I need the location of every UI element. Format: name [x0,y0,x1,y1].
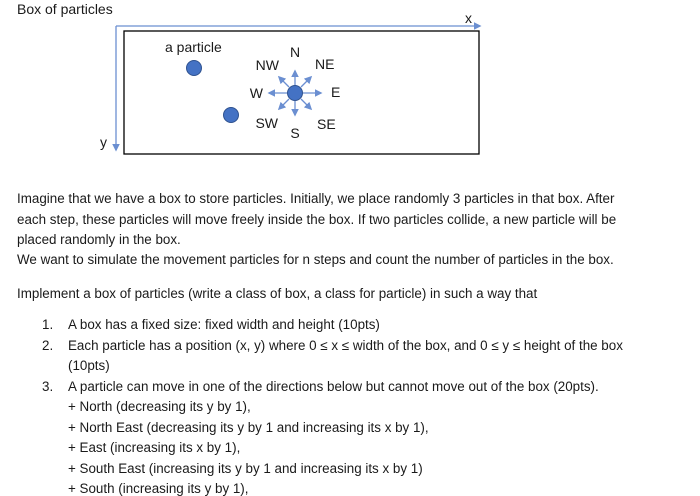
direction-label-w: W [249,85,263,101]
direction-rule: + South (increasing its y by 1), [68,481,249,496]
requirement-number: 1. [42,317,54,332]
goal-line: We want to simulate the movement particles for n steps and count the number of particles in the box. [17,252,614,267]
intro-line: each step, these particles will move freely inside the box. If two particles collide, a new particle will be [17,211,617,227]
requirement-line: (10pts) [68,358,110,373]
particle-2 [224,108,239,123]
direction-label-se: SE [317,116,336,132]
direction-label-e: E [331,84,341,100]
direction-label-ne: NE [315,56,335,72]
arrow-sw [279,99,289,109]
requirement-item [17,377,687,496]
task-line: Implement a box of particles (write a class of box, a class for particle) in such a way that [17,286,538,301]
intro-line: placed randomly in the box. [17,232,181,247]
requirement-item [17,336,687,377]
goal-paragraph [17,250,614,271]
direction-rule: + North East (decreasing its y by 1 and increasing its x by 1), [68,419,429,435]
y-axis-label: y [100,134,107,150]
requirement-line: A particle can move in one of the directions below but cannot move out of the box (20pts). [68,378,599,394]
direction-rule: + North (decreasing its y by 1), [68,399,251,414]
direction-label-n: N [289,44,301,60]
direction-label-s: S [290,125,300,141]
direction-label-nw: NW [255,57,279,73]
direction-rule: + South East (increasing its y by 1 and increasing its x by 1) [68,460,423,476]
direction-label-sw: SW [255,115,278,131]
requirement-line: A box has a fixed size: fixed width and height (10pts) [68,317,380,332]
requirements-list [17,315,687,496]
box-diagram [0,0,700,180]
arrow-se [301,99,311,109]
task-paragraph [17,284,537,305]
requirement-line: Each particle has a position (x, y) where 0 ≤ x ≤ width of the box, and 0 ≤ y ≤ height of the box [68,337,623,353]
direction-rule: + East (increasing its x by 1), [68,440,241,455]
particle-label: a particle [165,39,222,55]
particle-1 [187,61,202,76]
requirement-number: 2. [42,337,54,353]
particle-center [288,86,303,101]
requirement-number: 3. [42,378,54,394]
intro-line: Imagine that we have a box to store particles. Initially, we place randomly 3 particles in that box. After [17,191,615,206]
requirement-item [17,315,687,336]
arrow-ne [301,77,311,87]
intro-paragraph [17,189,616,251]
x-axis-label: x [465,10,472,26]
page-title: Box of particles [17,1,113,17]
arrow-nw [279,77,289,87]
